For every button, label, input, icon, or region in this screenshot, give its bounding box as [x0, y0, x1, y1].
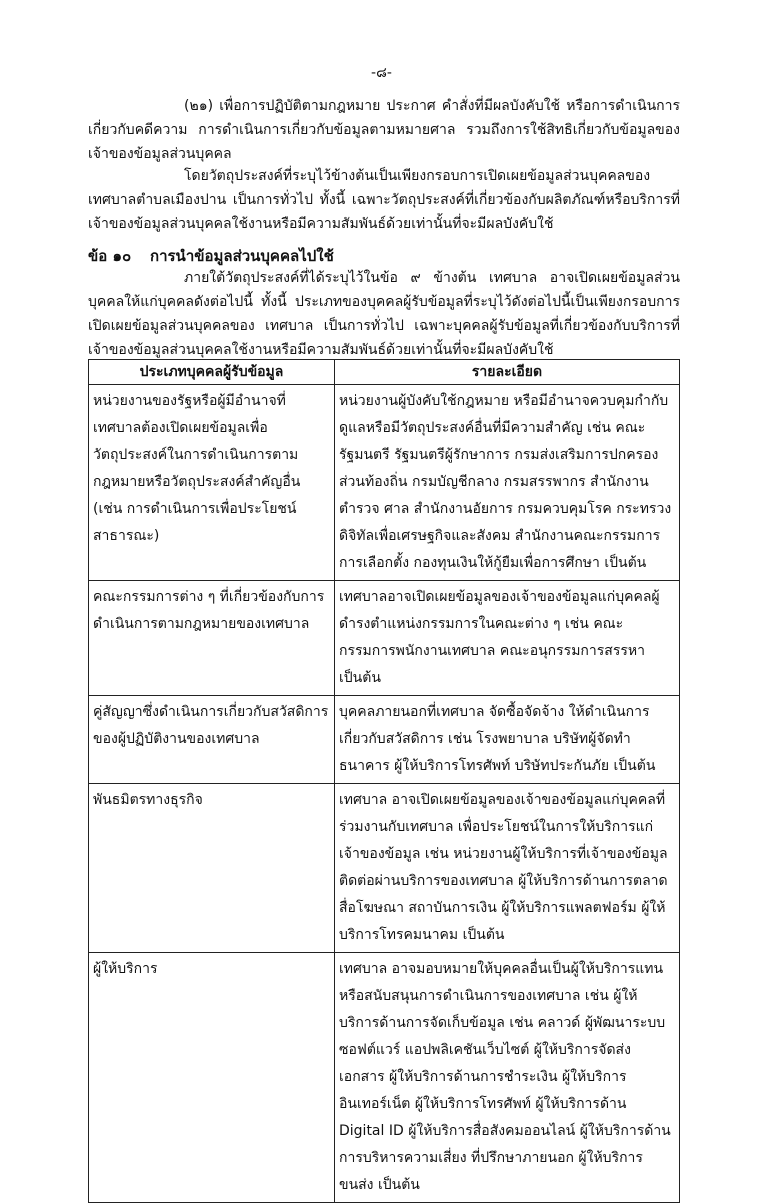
recipient-detail-cell: เทศบาล อาจเปิดเผยข้อมูลของเจ้าของข้อมูลแก่บุคคลที่ร่วมงานกับเทศบาล เพื่อประโยชน์ในการให้บริการแก่เจ้าของข้อมูล เช่น หน่วยงานผู้ให้บริการที่เจ้าของข้อมูลติดต่อผ่านบริการของเทศบาล ผู้ให้บริการด้านการตลาด สื่อโฆษณา สถาบันการเงิน ผู้ให้บริการแพลตฟอร์ม ผู้ให้บริการโทรคมนาคม เป็นต้น: [335, 784, 680, 953]
recipient-detail-cell: หน่วยงานผู้บังคับใช้กฎหมาย หรือมีอำนาจควบคุมกำกับดูแลหรือมีวัตถุประสงค์อื่นที่มีความสำคัญ เช่น คณะรัฐมนตรี รัฐมนตรีผู้รักษาการ กรมส่งเสริมการปกครองส่วนท้องถิ่น กรมบัญชีกลาง กรมสรรพากร สำนักงานตำรวจ ศาล สำนักงานอัยการ กรมควบคุมโรค กระทรวงดิจิทัลเพื่อเศรษฐกิจและสังคม สำนักงานคณะกรรมการการเลือกตั้ง กองทุนเงินให้กู้ยืมเพื่อการศึกษา เป็นต้น: [335, 385, 680, 581]
recipient-type-cell: หน่วยงานของรัฐหรือผู้มีอำนาจที่เทศบาลต้องเปิดเผยข้อมูลเพื่อวัตถุประสงค์ในการดำเนินการตามกฎหมายหรือวัตถุประสงค์สำคัญอื่น (เช่น การดำเนินการเพื่อประโยชน์สาธารณะ): [89, 385, 335, 581]
recipient-detail-cell: เทศบาลอาจเปิดเผยข้อมูลของเจ้าของข้อมูลแก่บุคคลผู้ดำรงตำแหน่งกรรมการในคณะต่าง ๆ เช่น คณะกรรมการพนักงานเทศบาล คณะอนุกรรมการสรรหา เป็นต้น: [335, 581, 680, 696]
recipient-type-cell: พันธมิตรทางธุรกิจ: [89, 784, 335, 953]
recipients-table: [88, 359, 680, 1203]
recipient-type-cell: คู่สัญญาซึ่งดำเนินการเกี่ยวกับสวัสดิการของผู้ปฏิบัติงานของเทศบาล: [89, 696, 335, 784]
recipient-type-cell: คณะกรรมการต่าง ๆ ที่เกี่ยวข้องกับการดำเนินการตามกฎหมายของเทศบาล: [89, 581, 335, 696]
paragraph-item-21: (๒๑) เพื่อการปฏิบัติตามกฎหมาย ประกาศ คำสั่งที่มีผลบังคับใช้ หรือการดำเนินการเกี่ยวกับคดีความ การดำเนินการเกี่ยวกับข้อมูลตามหมายศาล รวมถึงการใช้สิทธิเกี่ยวกับข้อมูลของเจ้าของข้อมูลส่วนบุคคล: [88, 98, 680, 162]
table-row: [89, 696, 680, 784]
page-number: -๘-: [371, 65, 392, 81]
section-title: การนำข้อมูลส่วนบุคคลไปใช้: [150, 247, 334, 265]
table-row: [89, 784, 680, 953]
table-header-row: [89, 360, 680, 385]
recipient-type-cell: ผู้ให้บริการ: [89, 953, 335, 1203]
recipient-detail-cell: เทศบาล อาจมอบหมายให้บุคคลอื่นเป็นผู้ให้บริการแทน หรือสนับสนุนการดำเนินการของเทศบาล เช่น ผู้ให้บริการด้านการจัดเก็บข้อมูล เช่น คลาวด์ ผู้พัฒนาระบบซอฟต์แวร์ แอปพลิเคชันเว็บไซต์ ผู้ให้บริการจัดส่งเอกสาร ผู้ให้บริการด้านการชำระเงิน ผู้ให้บริการอินเทอร์เน็ต ผู้ให้บริการโทรศัพท์ ผู้ให้บริการด้าน Digital ID ผู้ให้บริการสื่อสังคมออนไลน์ ผู้ให้บริการด้านการบริหารความเสี่ยง ที่ปรึกษาภายนอก ผู้ให้บริการขนส่ง เป็นต้น: [335, 953, 680, 1203]
table-row: [89, 953, 680, 1203]
table-row: [89, 385, 680, 581]
paragraph-disclosure-intro: ภายใต้วัตถุประสงค์ที่ได้ระบุไว้ในข้อ ๙ ข้างต้น เทศบาล อาจเปิดเผยข้อมูลส่วนบุคคลให้แก่บุคคลดังต่อไปนี้ ทั้งนี้ ประเภทของบุคคลผู้รับข้อมูลที่ระบุไว้ดังต่อไปนี้เป็นเพียงกรอบการเปิดเผยข้อมูลส่วนบุคคลของ เทศบาล เป็นการทั่วไป เฉพาะบุคคลผู้รับข้อมูลที่เกี่ยวข้องกับบริการที่เจ้าของข้อมูลส่วนบุคคลใช้งานหรือมีความสัมพันธ์ด้วยเท่านั้นที่จะมีผลบังคับใช้: [88, 270, 680, 358]
paragraph-purpose-scope: โดยวัตถุประสงค์ที่ระบุไว้ข้างต้นเป็นเพียงกรอบการเปิดเผยข้อมูลส่วนบุคคลของเทศบาลตำบลเมืองปาน เป็นการทั่วไป ทั้งนี้ เฉพาะวัตถุประสงค์ที่เกี่ยวข้องกับผลิตภัณฑ์หรือบริการที่เจ้าของข้อมูลส่วนบุคคลใช้งานหรือมีความสัมพันธ์ด้วยเท่านั้นที่จะมีผลบังคับใช้: [88, 168, 680, 232]
header-recipient-type: ประเภทบุคคลผู้รับข้อมูล: [89, 360, 335, 385]
table-row: [89, 581, 680, 696]
section-heading: [88, 244, 334, 268]
recipient-detail-cell: บุคคลภายนอกที่เทศบาล จัดซื้อจัดจ้าง ให้ดำเนินการเกี่ยวกับสวัสดิการ เช่น โรงพยาบาล บริษัทผู้จัดทำ ธนาคาร ผู้ให้บริการโทรศัพท์ บริษัทประกันภัย เป็นต้น: [335, 696, 680, 784]
section-number: ข้อ ๑๐: [88, 247, 132, 265]
header-details: รายละเอียด: [335, 360, 680, 385]
